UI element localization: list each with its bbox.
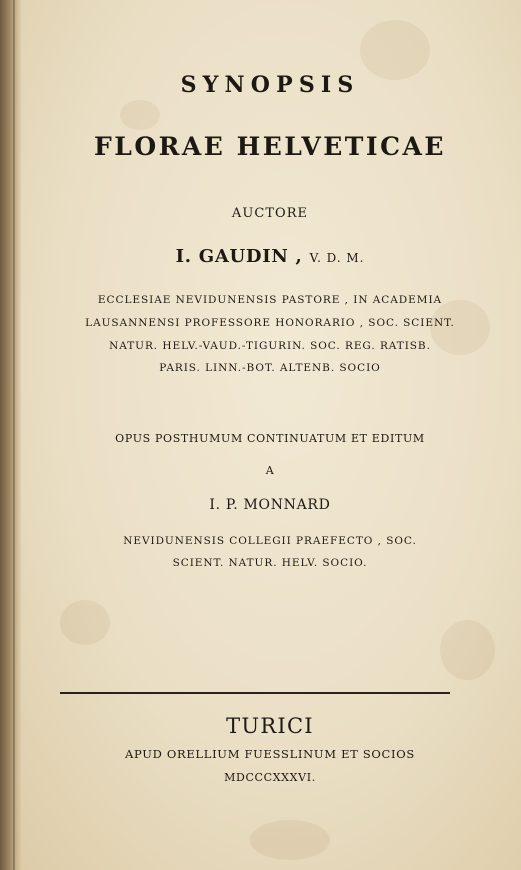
opus-line: OPUS POSTHUMUM CONTINUATUM ET EDITUM [115,432,425,445]
title-line-2: FLORAE HELVETICAE [94,132,446,161]
author-affiliation-line: PARIS. LINN.-BOT. ALTENB. SOCIO [159,362,381,374]
auctore-label: AUCTORE [231,206,309,221]
imprint-publisher: APUD ORELLIUM FUESSLINUM ET SOCIOS [125,747,415,761]
title-line-1: SYNOPSIS [180,72,360,98]
author-affiliation-line: NATUR. HELV.-VAUD.-TIGURIN. SOC. REG. RATISB. [109,340,431,352]
divider-rule [60,692,450,694]
imprint-year: MDCCCXXXVI. [224,771,316,784]
author-affiliation-line: ECCLESIAE NEVIDUNENSIS PASTORE , IN ACADEMIA [97,294,443,306]
editor-affiliation-line: SCIENT. NATUR. HELV. SOCIO. [172,557,368,569]
editor-name: I. P. MONNARD [209,497,331,513]
author-line [40,246,500,267]
paper-stain [120,100,160,130]
editor-affiliation-line: NEVIDUNENSIS COLLEGII PRAEFECTO , SOC. [123,535,417,547]
a-line: A [265,464,275,477]
imprint-city: TURICI [226,714,314,738]
paper-stain [250,820,330,860]
paper-stain [60,600,110,645]
author-affiliation-line: LAUSANNENSI PROFESSORE HONORARIO , SOC. SCIENT. [85,317,455,329]
paper-stain [360,20,430,80]
paper-stain [440,620,495,680]
spine-crease [13,0,15,870]
author-name: I. GAUDIN , [175,246,303,267]
book-spine [0,0,22,870]
author-suffix: V. D. M. [309,251,365,265]
